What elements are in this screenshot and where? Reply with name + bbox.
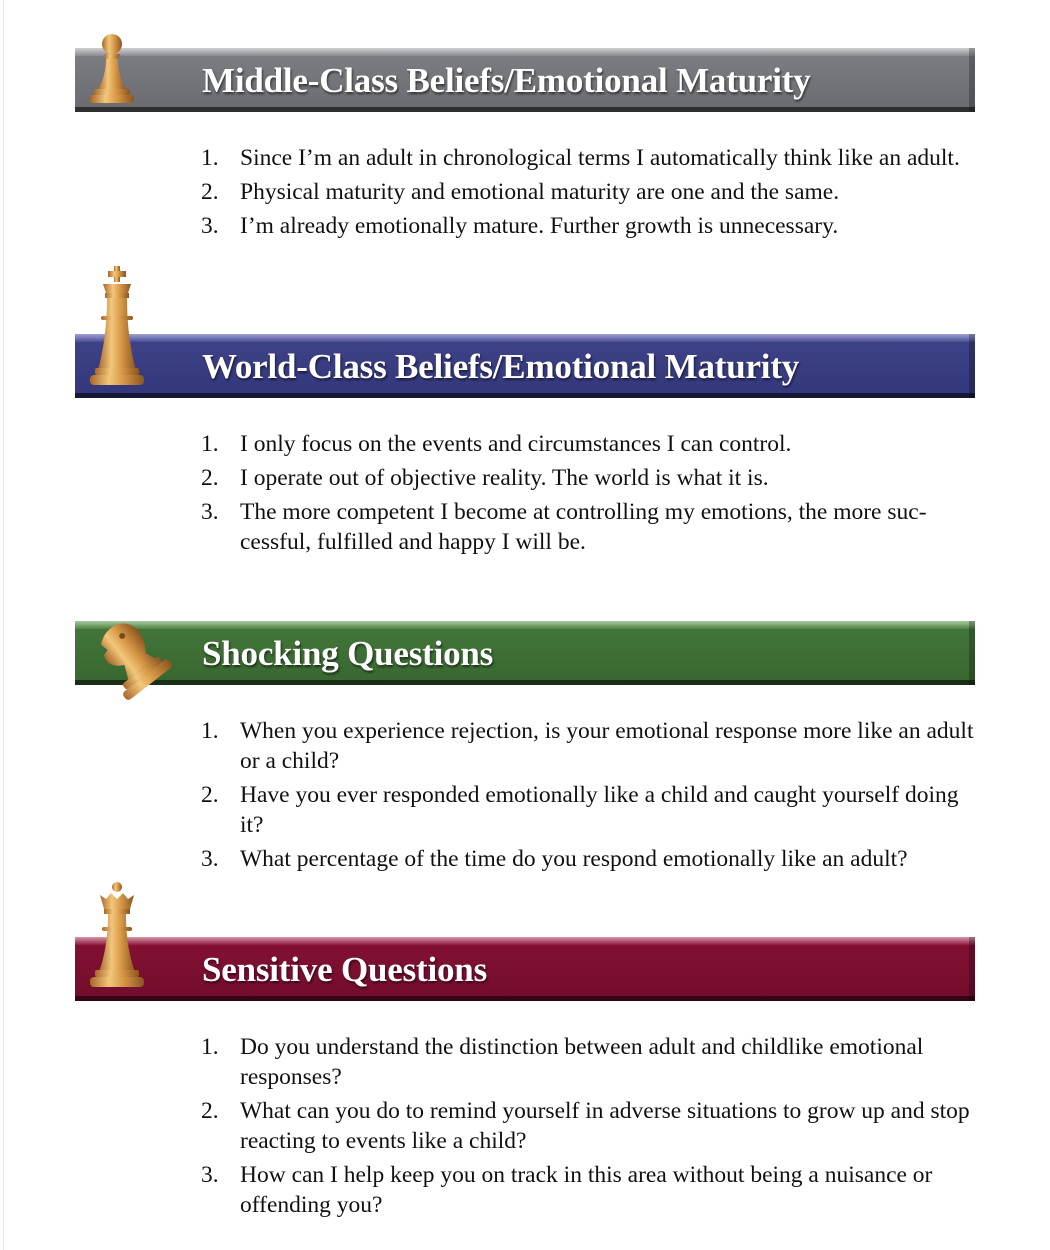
list-world-class — [198, 429, 978, 561]
list-item: 1. When you experience rejection, is your emotional response more like an adult or a child? — [201, 718, 974, 774]
banner-sensitive-questions — [75, 937, 975, 1001]
list-item: 3. The more competent I become at controlling my emotions, the more suc- cessful, fulfilled and happy I will be. — [201, 499, 927, 555]
queen-icon — [88, 881, 146, 989]
list-item: 1. I only focus on the events and circumstances I can control. — [201, 431, 792, 457]
king-icon — [88, 264, 146, 388]
list-item: 1. Do you understand the distinction between adult and childlike emotional responses? — [201, 1034, 924, 1090]
section-title: Sensitive Questions — [202, 950, 487, 989]
list-item: 2. Have you ever responded emotionally like a child and caught yourself doing it? — [201, 782, 959, 838]
knight-icon — [84, 610, 174, 702]
list-item: 3. I’m already emotionally mature. Further growth is unnecessary. — [201, 213, 839, 239]
list-shocking-questions — [198, 716, 978, 878]
banner-middle-class — [75, 48, 975, 112]
list-item: 2. What can you do to remind yourself in adverse situations to grow up and stop reacting to events like a child? — [201, 1098, 970, 1154]
list-item: 2. I operate out of objective reality. The world is what it is. — [201, 465, 769, 491]
page-edge-rule — [3, 0, 4, 1250]
banner-world-class — [75, 334, 975, 398]
section-title: World-Class Beliefs/Emotional Maturity — [202, 347, 800, 386]
list-sensitive-questions — [198, 1032, 978, 1224]
list-item: 2. Physical maturity and emotional maturity are one and the same. — [201, 179, 840, 205]
list-middle-class — [198, 143, 978, 245]
section-title: Shocking Questions — [202, 634, 494, 673]
pawn-icon — [86, 32, 138, 106]
list-item: 3. What percentage of the time do you respond emotionally like an adult? — [201, 846, 908, 872]
banner-shocking-questions — [75, 621, 975, 685]
section-title: Middle-Class Beliefs/Emotional Maturity — [202, 61, 811, 100]
list-item: 3. How can I help keep you on track in this area without being a nuisance or offending you? — [201, 1162, 933, 1218]
list-item: 1. Since I’m an adult in chronological terms I automatically think like an adult. — [201, 145, 960, 171]
